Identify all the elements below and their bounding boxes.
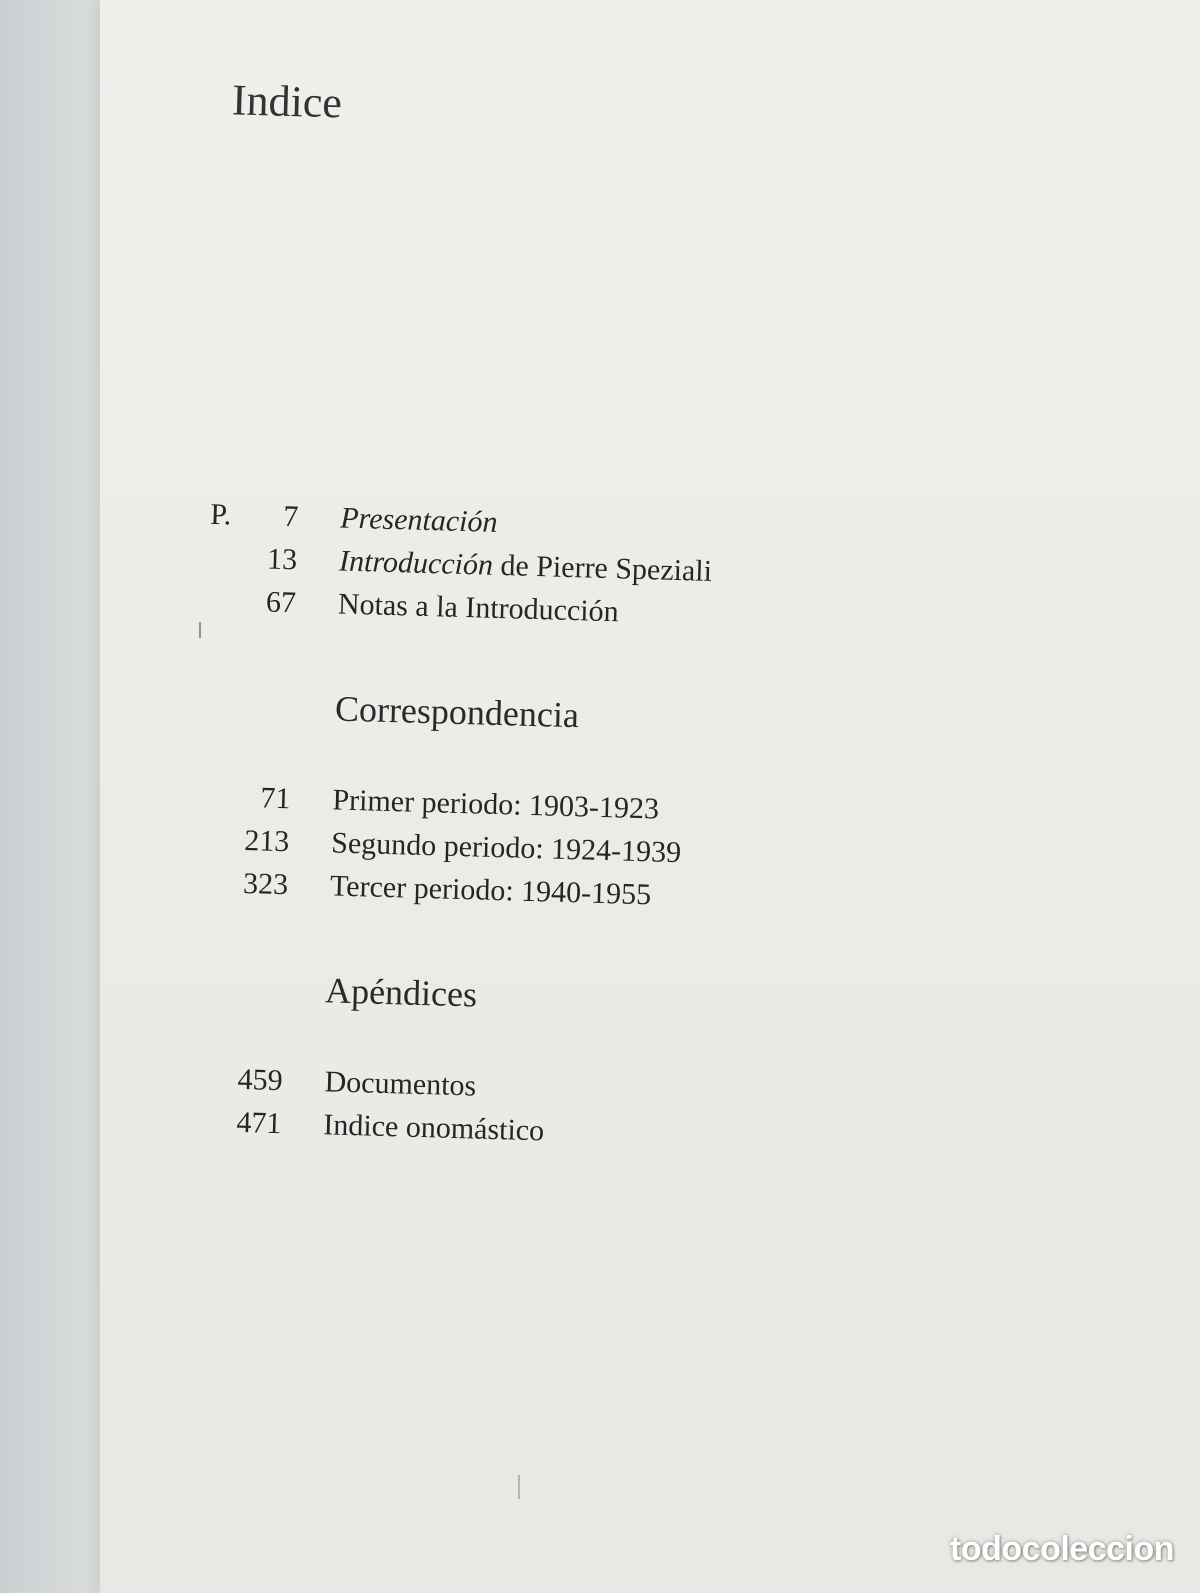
toc-entry-documentos xyxy=(172,1061,476,1103)
section-heading-apendices: Apéndices xyxy=(324,970,478,1015)
toc-entry-indice-onomastico xyxy=(171,1104,545,1148)
toc-entry-title-italic: Introducción xyxy=(338,544,494,582)
toc-entry-title: Primer periodo: 1903-1923 xyxy=(332,783,660,826)
toc-entry-page: 13 xyxy=(266,542,298,577)
toc-entry-title: Indice onomástico xyxy=(322,1108,545,1148)
toc-entry-page: 459 xyxy=(237,1062,284,1098)
toc-entry-title: de Pierre Speziali xyxy=(492,548,713,588)
toc-entry-page: 71 xyxy=(260,781,291,816)
section-heading-correspondencia: Correspondencia xyxy=(334,688,580,736)
page-speck xyxy=(518,1475,520,1499)
toc-entry-page: 7 xyxy=(282,499,299,534)
toc-entry-title: Documentos xyxy=(324,1065,477,1103)
toc-entry-title: Notas a la Introducción xyxy=(337,587,620,629)
toc-entry-page: 471 xyxy=(235,1105,282,1141)
toc-heading: Indice xyxy=(231,75,343,128)
toc-entry-page: 213 xyxy=(243,823,290,859)
toc-entry-title: Segundo periodo: 1924-1939 xyxy=(330,826,682,870)
toc-entry-presentacion xyxy=(188,497,498,540)
toc-entry-title-italic: Presentación xyxy=(339,501,498,539)
toc-entry-title: Tercer periodo: 1940-1955 xyxy=(329,869,652,912)
toc-entry-segundo-periodo xyxy=(179,822,682,870)
toc-entry-page: 67 xyxy=(265,585,297,620)
toc-entry-introduccion xyxy=(187,540,713,589)
toc-entry-tercer-periodo xyxy=(178,865,652,912)
toc-entry-page: 323 xyxy=(242,866,289,902)
site-watermark: todocoleccion xyxy=(950,1530,1174,1568)
page-prefix-label: P. xyxy=(209,497,232,532)
toc-entry-primer-periodo xyxy=(180,779,659,826)
page-speck xyxy=(199,622,201,638)
toc-entry-notas xyxy=(186,583,620,629)
